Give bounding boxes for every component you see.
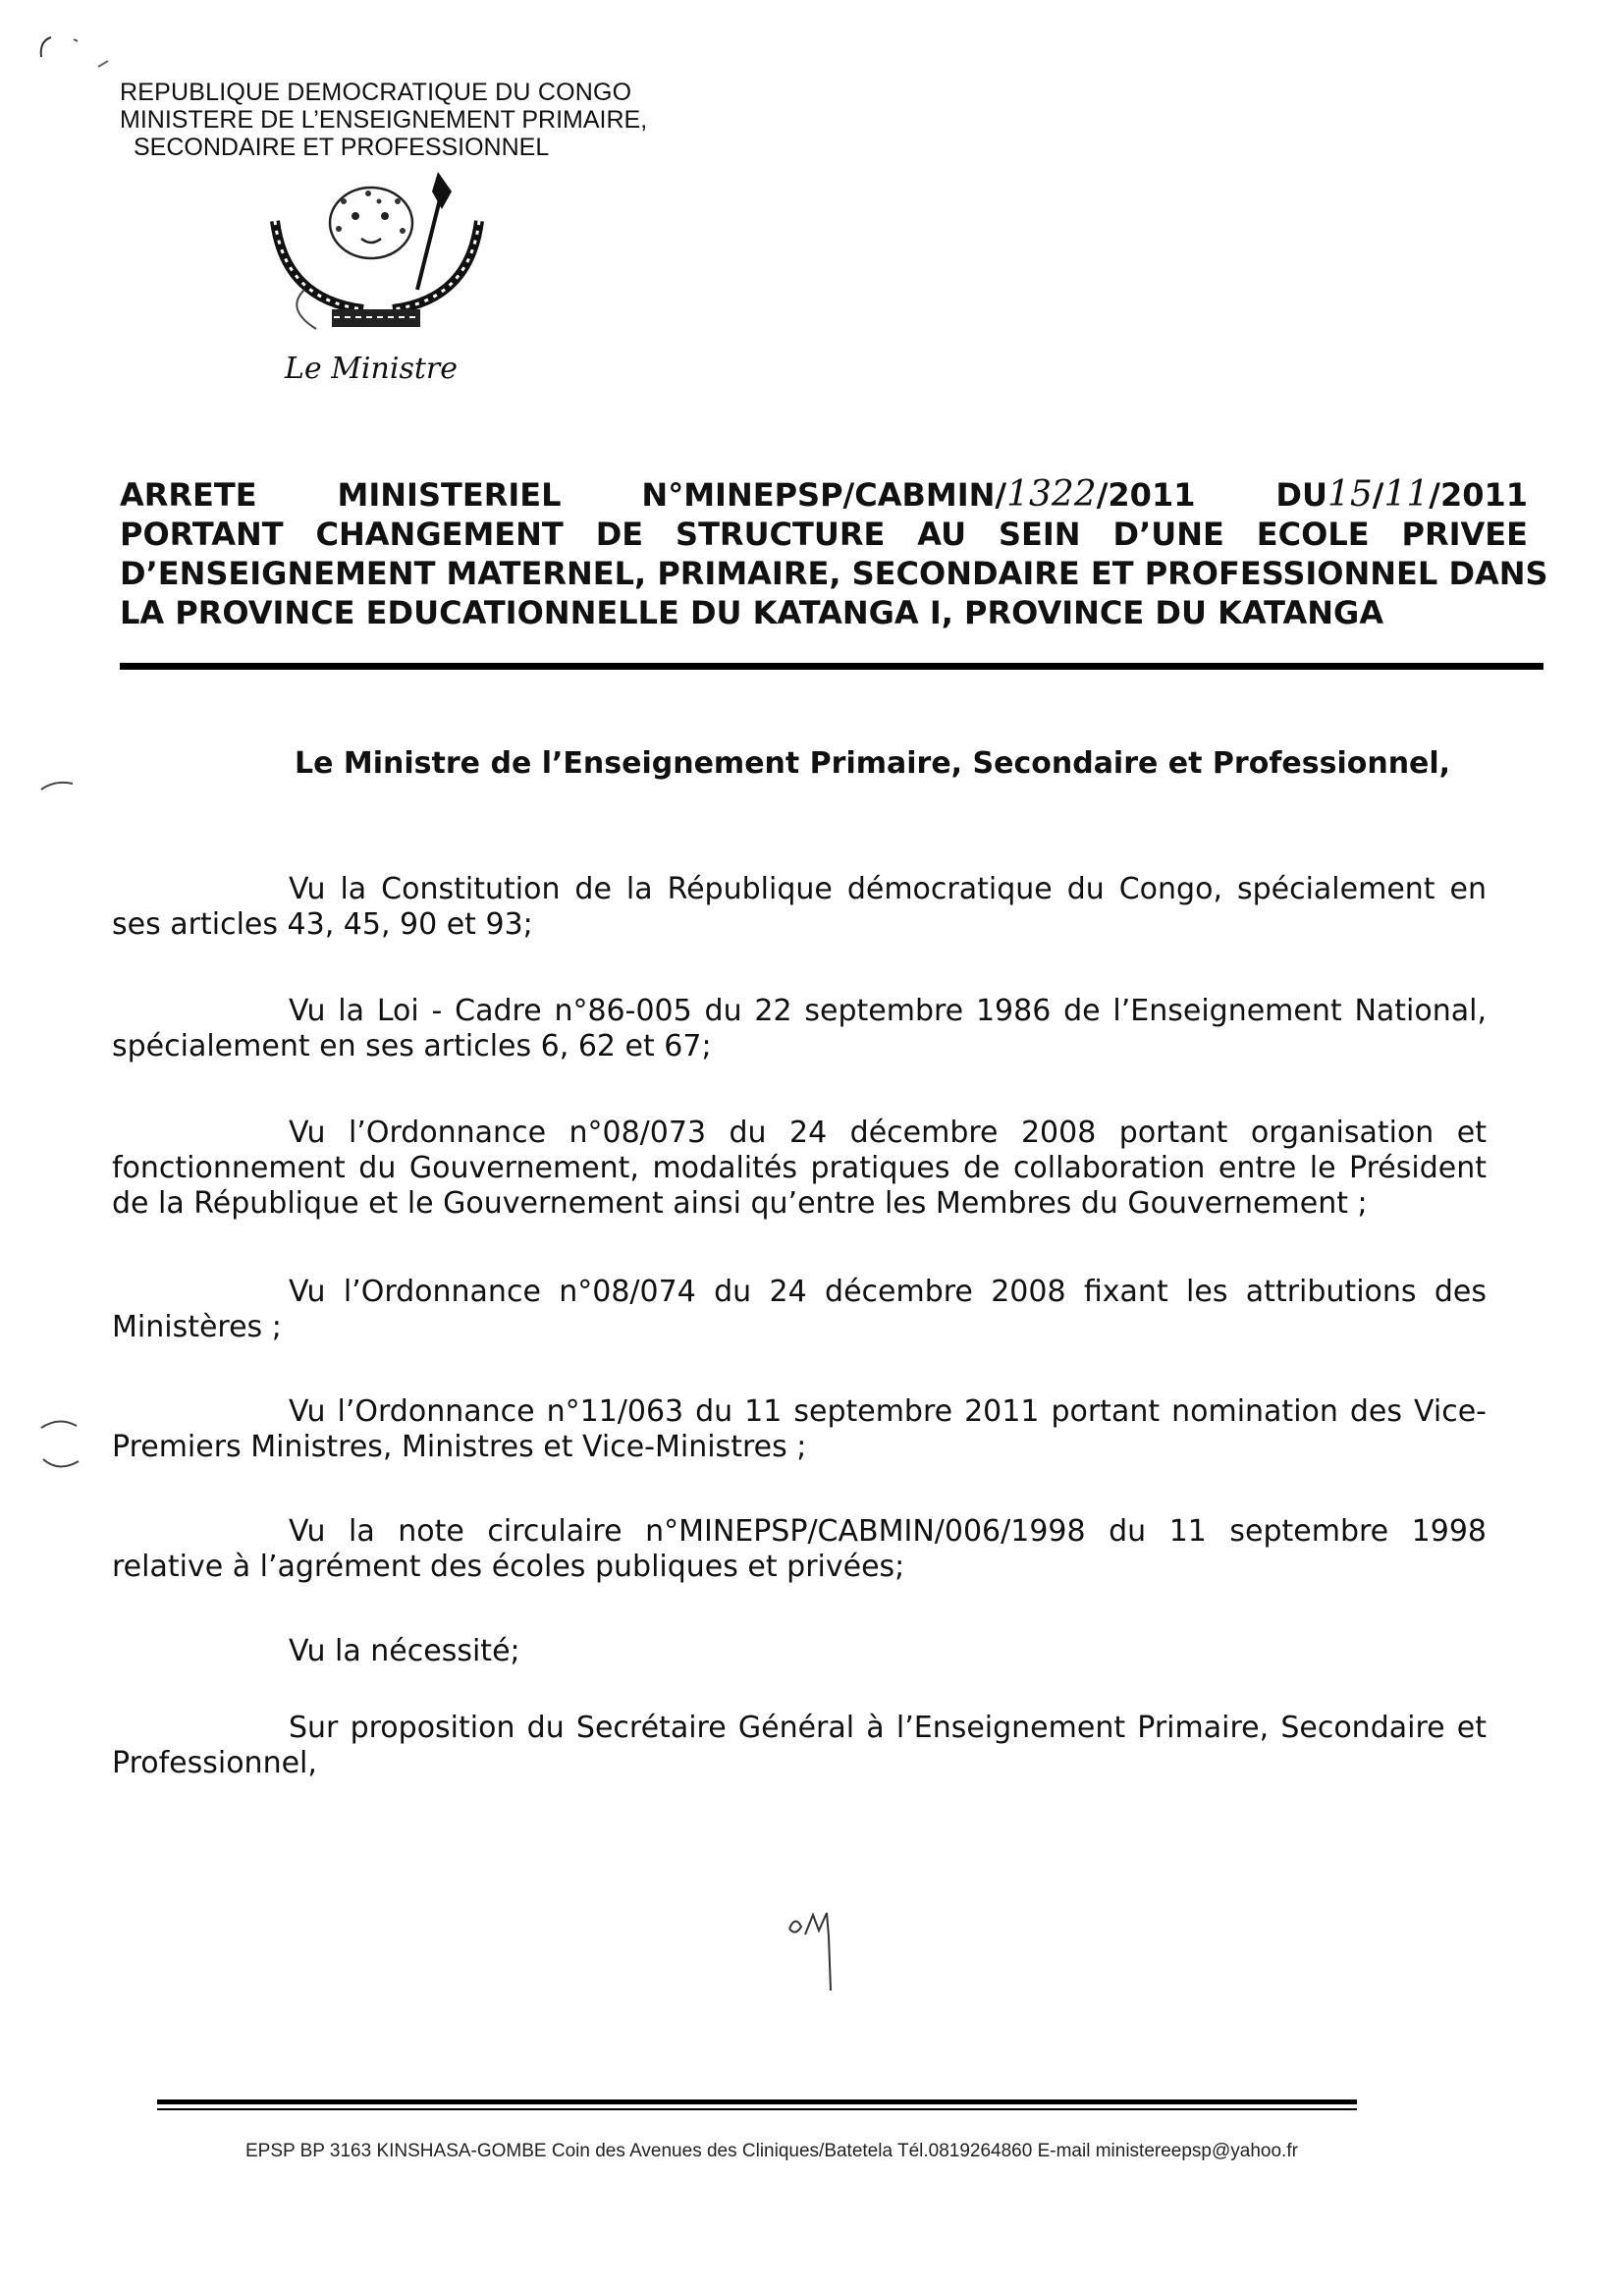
header-republic: REPUBLIQUE DEMOCRATIQUE DU CONGO <box>120 79 632 106</box>
minister-signature-title: Le Ministre <box>285 352 458 386</box>
addressee-line: Le Ministre de l’Enseignement Primaire, Secondaire et Professionnel, <box>295 746 1451 781</box>
paragraph-constitution <box>112 872 1487 943</box>
paragraph-text: Vu l’Ordonnance n°08/073 du 24 décembre 2008 portant organisation et fonctionnement du Gouvernement, modalités pratiques de collaboration entre le Président de la République et le Gouvernement ainsi qu’entre les Membres du Gouvernement ; <box>112 1116 1487 1221</box>
title-line-3: D’ENSEIGNEMENT MATERNEL, PRIMAIRE, SECONDAIRE ET PROFESSIONNEL DANS <box>120 555 1548 592</box>
paragraph-text: Sur proposition du Secrétaire Général à l’Enseignement Primaire, Secondaire et Professionnel, <box>112 1711 1487 1780</box>
title-suffix: /2011 <box>1429 476 1529 514</box>
title-line-2: PORTANT CHANGEMENT DE STRUCTURE AU SEIN D’UNE ECOLE PRIVEE <box>120 516 1528 553</box>
paragraph-necessite <box>112 1634 1487 1669</box>
scan-mark <box>29 27 118 86</box>
header-ministry-cont: SECONDAIRE ET PROFESSIONNEL <box>134 134 550 161</box>
scan-mark <box>39 776 79 795</box>
paragraph-text: Vu l’Ordonnance n°11/063 du 11 septembre 2011 portant nomination des Vice-Premiers Ministres, Ministres et Vice-Ministres ; <box>112 1394 1487 1464</box>
decree-title <box>120 474 1548 632</box>
handwritten-initials <box>785 1907 844 1995</box>
paragraph-ordonnance-11-063 <box>112 1394 1487 1465</box>
title-divider <box>120 663 1543 670</box>
footer-address: EPSP BP 3163 KINSHASA-GOMBE Coin des Avenues des Cliniques/Batetela Tél.0819264860 E-mail ministereepsp@yahoo.fr <box>245 2141 1298 2161</box>
title-line-1 <box>120 475 1528 515</box>
title-mid: /2011 DU <box>1096 476 1327 514</box>
paragraph-text: Vu la Constitution de la République démocratique du Congo, spécialement en ses articles 43, 45, 90 et 93; <box>112 872 1487 942</box>
title-sep: / <box>1372 476 1384 514</box>
footer-divider-thin <box>157 2108 1357 2110</box>
punch-hole-mark <box>35 1414 84 1483</box>
handwritten-month: 11 <box>1383 474 1430 515</box>
handwritten-day: 15 <box>1326 474 1373 515</box>
paragraph-note-circulaire <box>112 1514 1487 1585</box>
paragraph-text: Vu la Loi - Cadre n°86-005 du 22 septembre 1986 de l’Enseignement National, spécialement en ses articles 6, 62 et 67; <box>112 994 1487 1063</box>
footer-divider <box>157 2099 1357 2104</box>
title-prefix: ARRETE MINISTERIEL N°MINEPSP/CABMIN/ <box>120 476 1007 514</box>
paragraph-ordonnance-08-073 <box>112 1116 1487 1222</box>
handwritten-decree-number: 1322 <box>1006 474 1097 515</box>
paragraph-text: Vu la nécessité; <box>289 1634 520 1668</box>
header-ministry: MINISTERE DE L’ENSEIGNEMENT PRIMAIRE, <box>120 106 648 134</box>
paragraph-text: Vu l’Ordonnance n°08/074 du 24 décembre 2008 fixant les attributions des Ministères ; <box>112 1275 1487 1344</box>
paragraph-text: Vu la note circulaire n°MINEPSP/CABMIN/006/1998 du 11 septembre 1998 relative à l’agrément des écoles publiques et privées; <box>112 1514 1487 1584</box>
paragraph-ordonnance-08-074 <box>112 1275 1487 1345</box>
paragraph-loi-cadre <box>112 994 1487 1064</box>
paragraph-proposition <box>112 1711 1487 1781</box>
coat-of-arms-emblem <box>245 162 501 339</box>
title-line-4: LA PROVINCE EDUCATIONNELLE DU KATANGA I, PROVINCE DU KATANGA <box>120 594 1384 631</box>
